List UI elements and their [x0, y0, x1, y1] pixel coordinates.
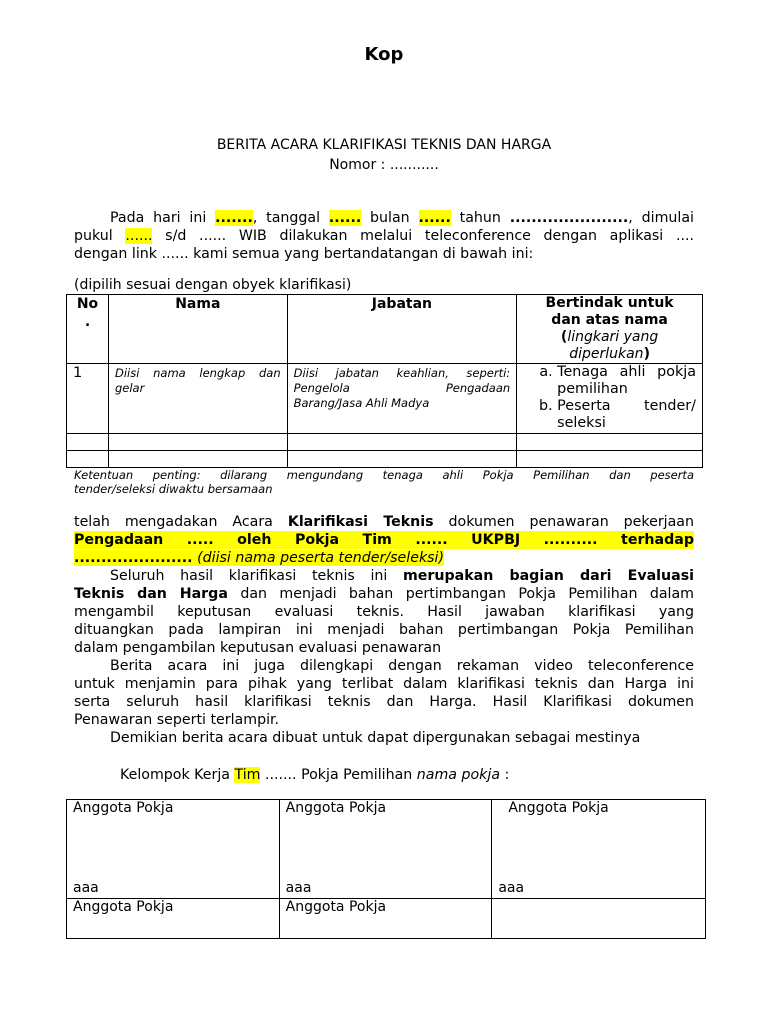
signature-cell [492, 800, 706, 899]
cell-text: Diisi nama lengkap dan [114, 366, 281, 380]
header-text: diperlukan [569, 346, 644, 362]
cell-text: Pengelola Pengadaan [293, 381, 511, 395]
working-group-line [120, 767, 509, 783]
header-text: No [76, 296, 99, 312]
role-option: b. Peserta tender/ seleksi [557, 398, 696, 432]
member-label: Anggota Pokja [73, 899, 174, 915]
table-row [67, 451, 703, 468]
empty-cell [108, 451, 287, 468]
text: ....... Pokja Pemilihan [260, 767, 417, 783]
body-line: dalam pengambilan keputusan evaluasi penawaran [74, 640, 442, 656]
row-bertindak [517, 364, 703, 434]
col-nama-header: Nama [108, 295, 287, 364]
intro-line-3: dengan link ...... kami semua yang bertandatangan di bawah ini: [74, 246, 534, 262]
header-text: ) [643, 346, 650, 362]
member-label: Anggota Pokja [285, 899, 387, 915]
signature-row [67, 899, 706, 939]
text: tahun [450, 210, 510, 226]
body-line: mengambil keputusan evaluasi teknis. Hasil jawaban klarifikasi yang [74, 604, 694, 620]
blank-date: ...... [328, 210, 362, 226]
signature-cell [279, 800, 492, 899]
blank-year: ...................... [509, 210, 629, 226]
signature-cell [67, 800, 280, 899]
col-bertindak-header [517, 295, 703, 364]
row-no: 1 [67, 364, 109, 434]
selection-note: (dipilih sesuai dengan obyek klarifikasi) [74, 277, 352, 293]
body-line [74, 567, 694, 585]
blank-month: ...... [418, 210, 451, 226]
header-text: . [84, 314, 91, 330]
kop-heading: Kop [364, 44, 404, 65]
text: (diisi nama peserta tender/seleksi) [192, 550, 445, 566]
empty-cell [67, 434, 109, 451]
member-label: Anggota Pokja [73, 800, 174, 816]
text: s/d ...... WIB dilakukan melalui teleconference dengan aplikasi .... [152, 228, 694, 244]
row-nama [108, 364, 287, 434]
body-line [74, 549, 694, 567]
text: Tim [234, 767, 261, 783]
text: : [500, 767, 510, 783]
member-label: Anggota Pokja [285, 800, 387, 816]
blank-day: ....... [215, 210, 253, 226]
signature-cell [492, 899, 706, 939]
text: nama pokja [416, 767, 501, 783]
signature-placeholder: aaa [73, 880, 99, 896]
document-title: BERITA ACARA KLARIFIKASI TEKNIS DAN HARGA [216, 137, 552, 153]
role-option: a. Tenaga ahli pokja pemilihan [557, 364, 696, 398]
header-text: lingkari yang [567, 329, 659, 345]
table-header-row [67, 295, 703, 364]
blank-time: ...... [125, 228, 153, 244]
body-line: Penawaran seperti terlampir. [74, 712, 280, 728]
intro-paragraph [74, 209, 694, 263]
table-row [67, 434, 703, 451]
cell-text: Diisi jabatan keahlian, seperti: [293, 366, 511, 380]
note-line: Ketentuan penting: dilarang mengundang tenaga ahli Pokja Pemilihan dan peserta [74, 468, 694, 482]
text: pukul [74, 228, 126, 244]
body-line: serta seluruh hasil klarifikasi teknis dan Harga. Hasil Klarifikasi dokumen [74, 694, 694, 710]
signature-table [66, 799, 706, 939]
text: , dimulai [628, 210, 694, 226]
text: Seluruh hasil klarifikasi teknis ini [110, 568, 404, 584]
col-no-header [67, 295, 109, 364]
empty-cell [67, 451, 109, 468]
cell-text: Barang/Jasa Ahli Madya [293, 396, 430, 410]
body-line [74, 513, 694, 531]
col-jabatan-header: Jabatan [287, 295, 517, 364]
note-line: tender/seleksi diwaktu bersamaan [74, 482, 273, 496]
body-line: Pengadaan ..... oleh Pokja Tim ...... UKPBJ .......... terhadap [74, 532, 694, 548]
body-line: dituangkan pada lampiran ini menjadi bahan pertimbangan Pokja Pemilihan [74, 622, 694, 638]
text: telah mengadakan Acara [74, 514, 288, 530]
intro-line-1 [74, 209, 694, 227]
table-row [67, 364, 703, 434]
empty-cell [517, 451, 703, 468]
header-text: Bertindak untuk [545, 295, 674, 311]
text: merupakan bagian dari Evaluasi [403, 568, 694, 584]
text: dokumen penawaran pekerjaan [433, 514, 694, 530]
row-jabatan [287, 364, 517, 434]
important-note [74, 468, 694, 496]
empty-cell [287, 451, 517, 468]
blank-participant: ...................... [74, 550, 193, 566]
signature-cell [67, 899, 280, 939]
document-number: Nomor : ........... [329, 157, 439, 173]
text: Kelompok Kerja [120, 767, 235, 783]
body-line: Berita acara ini juga dilengkapi dengan rekaman video teleconference [110, 658, 694, 674]
text: Pada hari ini [110, 210, 216, 226]
body-line: untuk menjamin para pihak yang terlibat dalam klarifikasi teknis dan Harga ini [74, 676, 694, 692]
body-paragraphs [74, 513, 694, 747]
participants-table [66, 294, 703, 468]
text: dan menjadi bahan pertimbangan Pokja Pemilihan dalam [227, 586, 694, 602]
body-line: Demikian berita acara dibuat untuk dapat dipergunakan sebagai mestinya [110, 730, 641, 746]
empty-cell [287, 434, 517, 451]
text: , tanggal [252, 210, 329, 226]
cell-text: gelar [114, 381, 145, 395]
header-text: ( [560, 329, 568, 345]
signature-placeholder: aaa [285, 880, 312, 896]
body-line [74, 585, 694, 603]
signature-row [67, 800, 706, 899]
signature-cell [279, 899, 492, 939]
text: Klarifikasi Teknis [287, 514, 434, 530]
text: Teknis dan Harga [74, 586, 228, 602]
intro-line-2 [74, 227, 694, 245]
header-text: dan atas nama [551, 312, 668, 328]
member-label: Anggota Pokja [508, 800, 609, 816]
text: bulan [361, 210, 419, 226]
role-options-list [523, 364, 696, 432]
empty-cell [517, 434, 703, 451]
signature-placeholder: aaa [498, 880, 525, 896]
empty-cell [108, 434, 287, 451]
